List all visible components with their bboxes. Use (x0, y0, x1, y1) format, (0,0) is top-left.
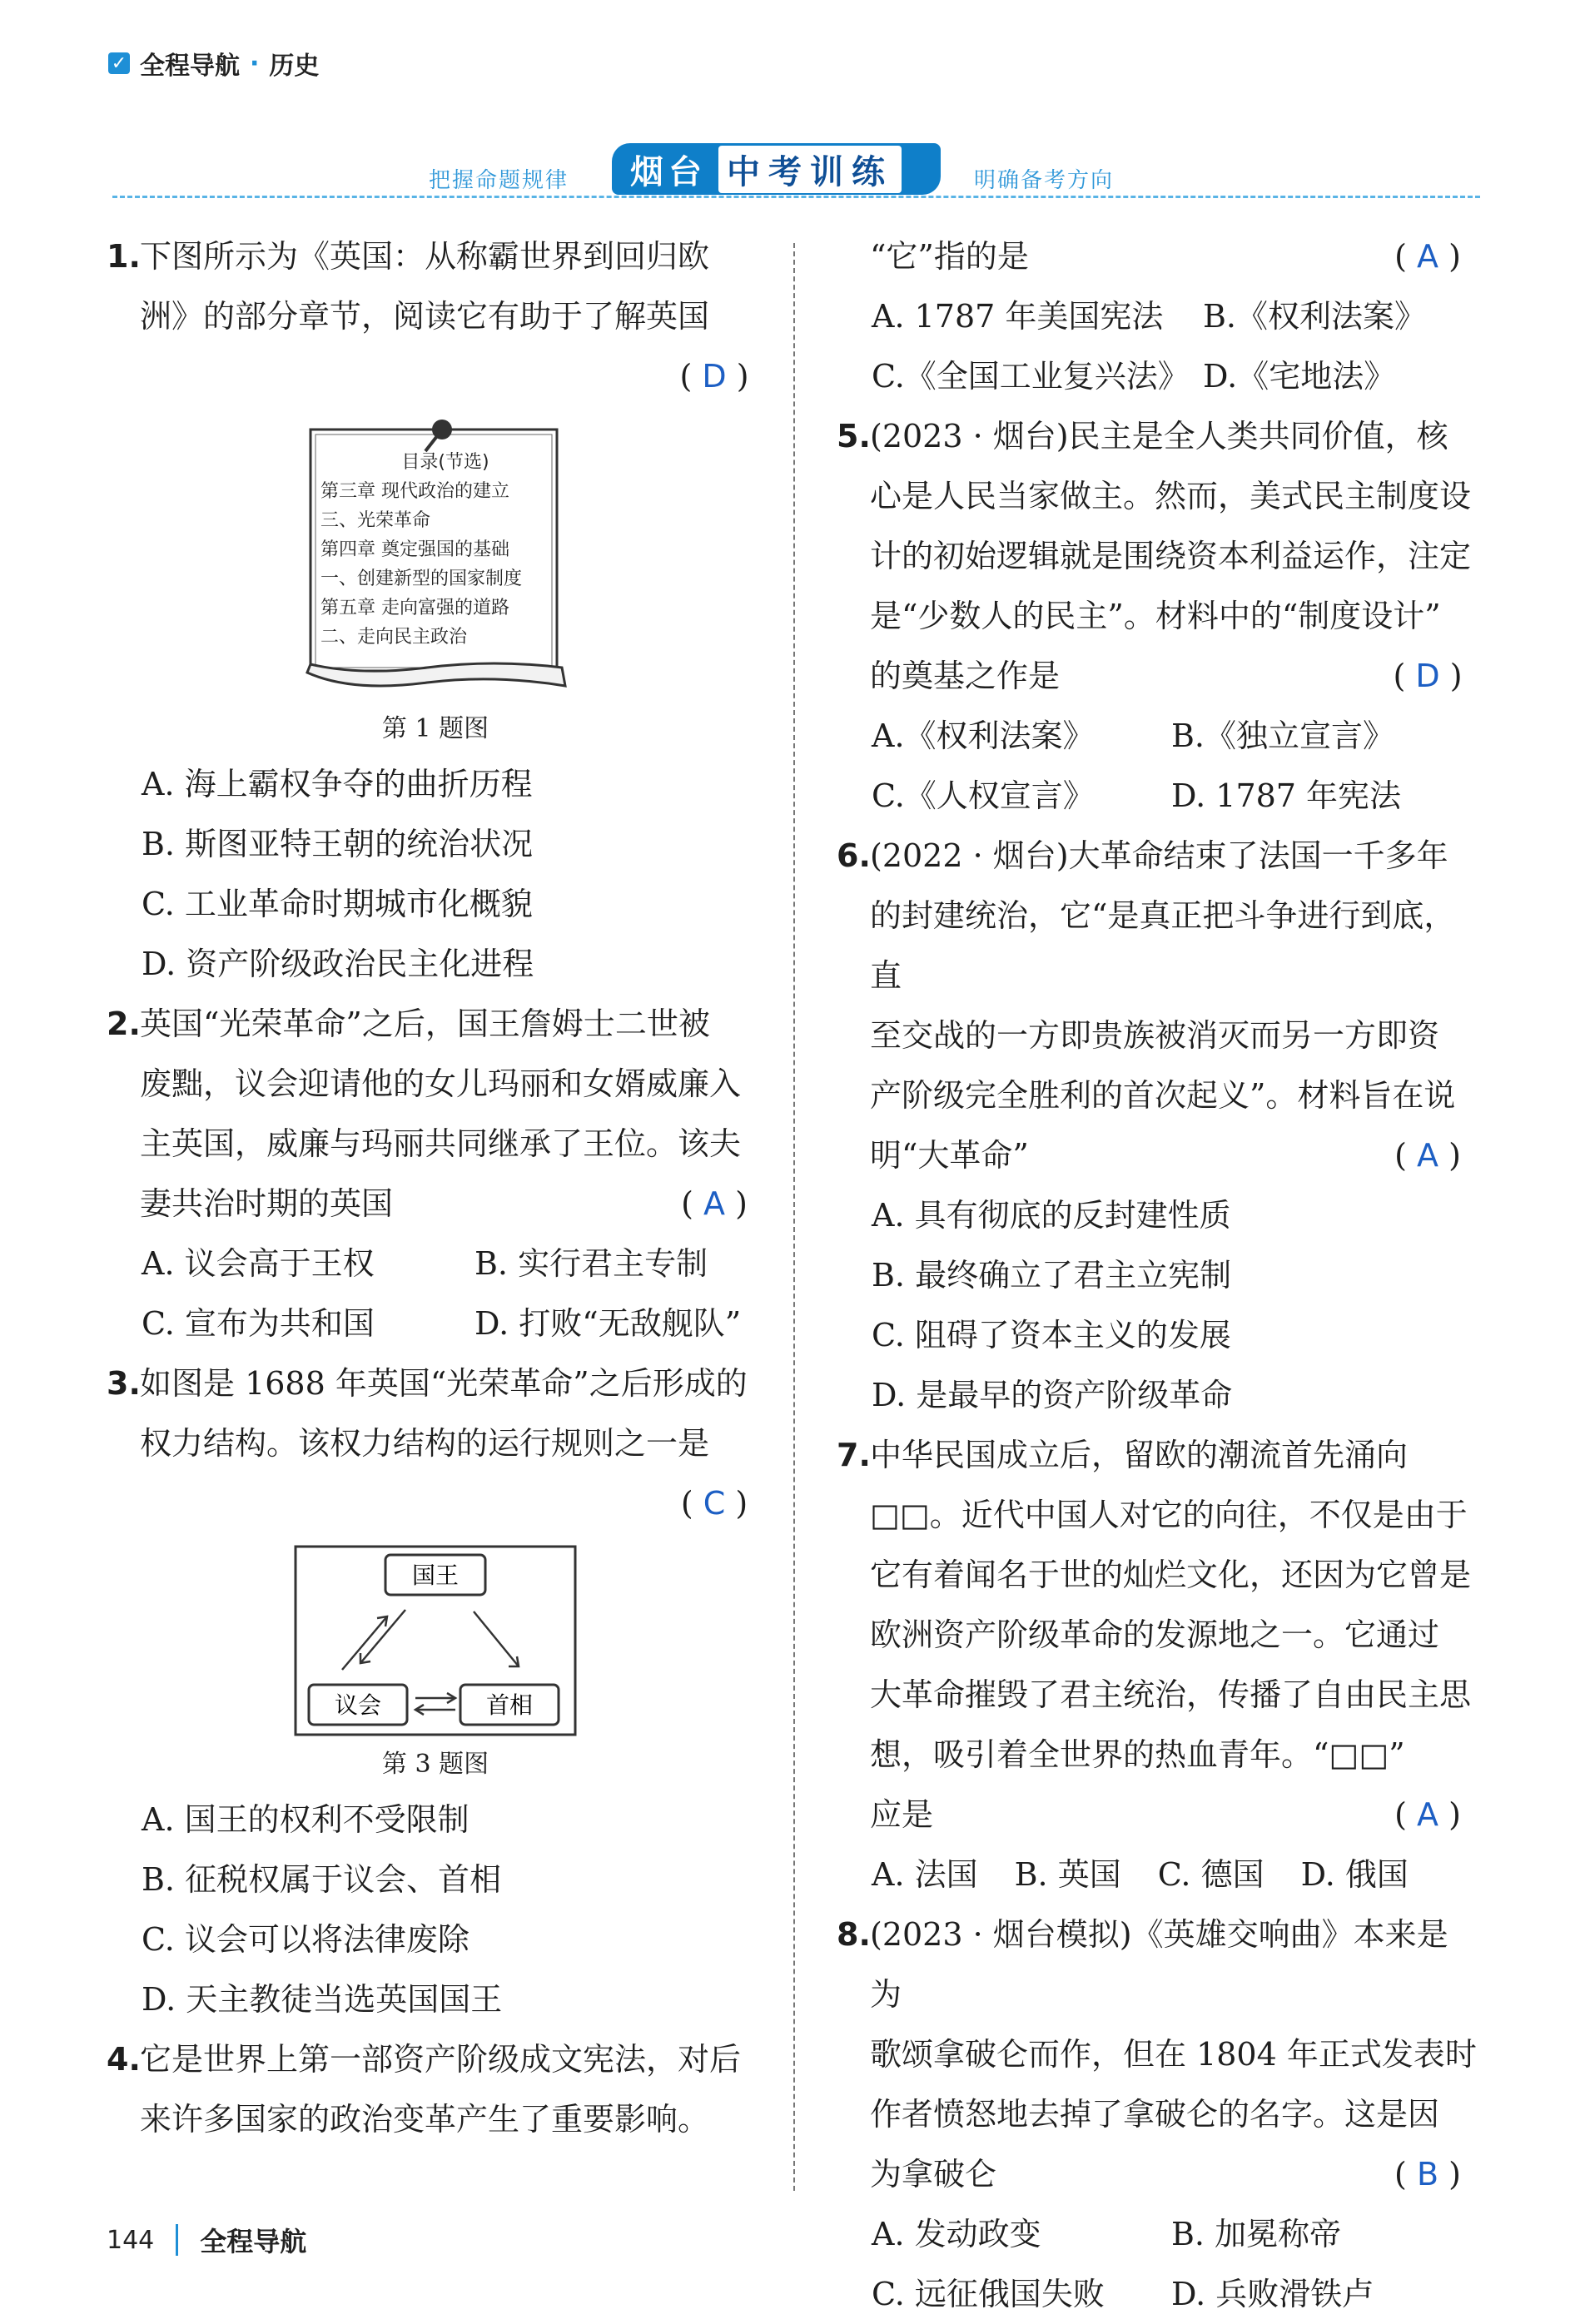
question-text: 的奠基之作是 (870, 658, 1061, 694)
answer-bracket: ( A ) (1394, 1796, 1461, 1833)
question-text: 作者愤怒地去掉了拿破仑的名字。这是因 (870, 2096, 1440, 2133)
question-4-continued (837, 226, 1478, 406)
option-a: A. 法国 (872, 1856, 978, 1893)
option-d: D.《宅地法》 (1203, 358, 1396, 395)
answer-value: A (703, 1185, 725, 1222)
banner-dashed-line (112, 196, 1480, 198)
question-number: 7. (837, 1437, 871, 1473)
option-c: C.《全国工业复兴法》 (872, 358, 1190, 395)
question-number: 8. (837, 1916, 871, 1953)
question-text: 为拿破仑 (870, 2156, 997, 2192)
question-5 (837, 406, 1478, 826)
question-text: 欧洲资产阶级革命的发源地之一。它通过 (870, 1616, 1440, 1653)
option-b: B. 征税权属于议会、首相 (142, 1861, 502, 1898)
question-number: 1. (107, 238, 141, 275)
question-text: (2022 · 烟台)大革命结束了法国一千多年 (870, 837, 1448, 874)
toc-line: 目录(节选) (401, 452, 489, 473)
question-text: 主英国，威廉与玛丽共同继承了王位。该夫 (140, 1125, 742, 1162)
question-text: 废黜，议会迎请他的女儿玛丽和女婿威廉入 (140, 1065, 742, 1102)
question-text: 产阶级完全胜利的首次起义”。材料旨在说 (870, 1077, 1456, 1114)
question-text: 它有着闻名于世的灿烂文化，还因为它曾是 (870, 1557, 1472, 1593)
answer-bracket: ( D ) (679, 358, 749, 395)
question-text: 想，吸引着全世界的热血青年。“□□” (870, 1736, 1405, 1773)
toc-line: 第五章 走向富强的道路 (320, 598, 509, 618)
answer-value: A (1417, 1796, 1438, 1833)
scroll-paper-illustration (302, 418, 569, 701)
option-a: A. 海上霸权争夺的曲折历程 (142, 766, 533, 802)
page-footer (107, 2221, 306, 2259)
answer-bracket: ( B ) (1394, 2156, 1461, 2192)
footer-divider (176, 2224, 178, 2256)
section-banner (612, 143, 941, 195)
question-text: 明“大革命” (870, 1137, 1029, 1174)
page-number: 144 (107, 2225, 155, 2255)
question-text: 妻共治时期的英国 (140, 1185, 394, 1222)
answer-bracket: ( C ) (680, 1485, 748, 1522)
question-text: 是“少数人的民主”。材料中的“制度设计” (870, 598, 1441, 634)
parliament-label: 议会 (334, 1691, 382, 1719)
option-b: B. 斯图亚特王朝的统治状况 (142, 826, 534, 862)
question-text: 的封建统治，它“是真正把斗争进行到底，直 (870, 897, 1456, 994)
question-number: 5. (837, 418, 871, 454)
question-1 (107, 226, 764, 994)
question-text: 大革命摧毁了君主统治，传播了自由民主思 (870, 1676, 1472, 1713)
option-a: A.《权利法案》 (872, 718, 1095, 754)
answer-value: D (702, 358, 727, 395)
answer-value: C (703, 1485, 726, 1522)
option-a: A. 议会高于王权 (142, 1245, 375, 1282)
question-text: □□。近代中国人对它的向往，不仅是由于 (870, 1497, 1468, 1533)
question-text: 来许多国家的政治变革产生了重要影响。 (140, 2101, 710, 2138)
question-text: 计的初始逻辑就是围绕资本利益运作，注定 (870, 538, 1472, 574)
option-b: B. 加冕称帝 (1171, 2216, 1342, 2252)
answer-value: B (1416, 2156, 1439, 2192)
option-d: D. 是最早的资产阶级革命 (872, 1377, 1233, 1413)
checkbox-icon: ✓ (108, 52, 130, 74)
series-name: 全程导航 (140, 52, 240, 81)
option-d: D. 兵败滑铁卢 (1171, 2276, 1374, 2312)
question-text: 洲》的部分章节，阅读它有助于了解英国 (140, 298, 710, 335)
option-b: B. 实行君主专制 (474, 1245, 708, 1282)
pm-label: 首相 (485, 1691, 534, 1719)
toc-line: 三、光荣革命 (320, 510, 431, 531)
option-d: D. 俄国 (1300, 1856, 1409, 1893)
option-c: C. 阻碍了资本主义的发展 (872, 1317, 1231, 1353)
question-text: 如图是 1688 年英国“光荣革命”之后形成的 (140, 1365, 748, 1402)
question-text: 英国“光荣革命”之后，国王詹姆士二世被 (140, 1006, 710, 1042)
option-a: A. 具有彻底的反封建性质 (872, 1197, 1231, 1234)
option-c: C. 远征俄国失败 (872, 2276, 1105, 2312)
banner-title-city: 烟台 (630, 152, 707, 191)
banner-right-slogan: 明确备考方向 (974, 168, 1115, 193)
question-number: 2. (107, 1006, 141, 1042)
banner-left-slogan: 把握命题规律 (429, 168, 569, 193)
banner-title-training: 中考训练 (718, 146, 902, 193)
toc-line: 二、走向民主政治 (320, 627, 468, 648)
option-d: D. 1787 年宪法 (1171, 777, 1402, 814)
option-b: B. 最终确立了君主立宪制 (872, 1257, 1232, 1294)
option-c: C. 工业革命时期城市化概貌 (142, 886, 533, 922)
question-3 (107, 1353, 764, 2029)
question-2 (107, 994, 764, 1353)
power-structure-svg (294, 1545, 577, 1736)
question-text: (2023 · 烟台)民主是全人类共同价值，核 (870, 418, 1448, 454)
option-c: C.《人权宣言》 (872, 777, 1095, 814)
toc-line: 第三章 现代政治的建立 (320, 481, 509, 502)
figure-caption: 第 3 题图 (381, 1750, 489, 1779)
toc-figure (107, 418, 764, 701)
king-label: 国王 (411, 1562, 460, 1589)
question-8 (837, 1904, 1478, 2324)
question-text: 应是 (870, 1796, 934, 1833)
figure-caption: 第 1 题图 (381, 714, 489, 743)
option-a: A. 国王的权利不受限制 (142, 1801, 470, 1838)
answer-value: A (1417, 1137, 1438, 1174)
question-text: (2023 · 烟台模拟)《英雄交响曲》本来是为 (870, 1916, 1448, 2013)
option-d: D. 天主教徒当选英国国王 (142, 1981, 503, 2018)
toc-line: 第四章 奠定强国的基础 (320, 539, 509, 560)
answer-bracket: ( A ) (681, 1185, 748, 1222)
question-text: “它”指的是 (870, 238, 1029, 275)
column-divider (793, 243, 795, 2191)
option-b: B.《独立宣言》 (1171, 718, 1395, 754)
question-text: 中华民国成立后，留欧的潮流首先涌向 (870, 1437, 1409, 1473)
toc-line: 一、创建新型的国家制度 (320, 569, 523, 589)
question-4 (107, 2029, 764, 2149)
question-number: 3. (107, 1365, 141, 1402)
page-header (108, 47, 319, 80)
option-a: A. 发动政变 (872, 2216, 1041, 2252)
question-number: 4. (107, 2041, 141, 2078)
subject-name: 历史 (269, 52, 320, 81)
question-text: 它是世界上第一部资产阶级成文宪法，对后 (140, 2041, 742, 2078)
answer-value: A (1417, 238, 1438, 275)
question-text: 歌颂拿破仑而作，但在 1804 年正式发表时 (870, 2036, 1477, 2073)
question-text: 权力结构。该权力结构的运行规则之一是 (140, 1425, 710, 1462)
option-c: C. 宣布为共和国 (142, 1305, 375, 1342)
question-text: 至交战的一方即贵族被消灭而另一方即资 (870, 1017, 1440, 1054)
option-c: C. 德国 (1157, 1856, 1264, 1893)
left-column (107, 226, 764, 2149)
question-number: 6. (837, 837, 871, 874)
question-6 (837, 826, 1478, 1425)
question-text: 下图所示为《英国：从称霸世界到回归欧 (140, 238, 710, 275)
option-c: C. 议会可以将法律废除 (142, 1921, 470, 1958)
option-b: B.《权利法案》 (1203, 298, 1427, 335)
separator-dot: · (250, 48, 260, 78)
answer-bracket: ( D ) (1393, 658, 1463, 694)
option-b: B. 英国 (1014, 1856, 1121, 1893)
option-a: A. 1787 年美国宪法 (872, 298, 1164, 335)
question-text: 心是人民当家做主。然而，美式民主制度设 (870, 478, 1472, 514)
option-d: D. 打败“无敌舰队” (474, 1305, 742, 1342)
power-structure-diagram (107, 1545, 764, 1736)
answer-bracket: ( A ) (1394, 1137, 1461, 1174)
footer-series: 全程导航 (200, 2226, 307, 2257)
answer-value: D (1415, 658, 1440, 694)
answer-bracket: ( A ) (1394, 238, 1461, 275)
question-7 (837, 1425, 1478, 1904)
option-d: D. 资产阶级政治民主化进程 (142, 946, 534, 982)
right-column (837, 226, 1478, 2324)
